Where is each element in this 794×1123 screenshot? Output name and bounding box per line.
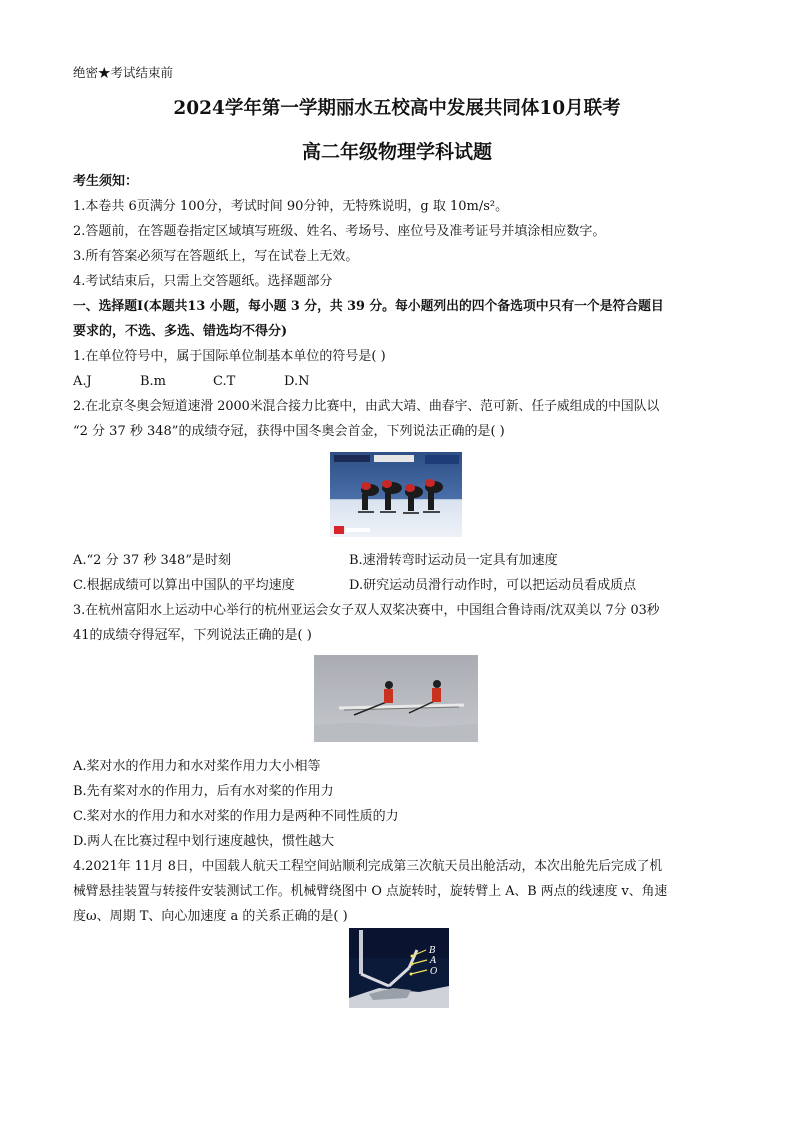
- q3-option-c[interactable]: C.桨对水的作用力和水对桨的作用力是两种不同性质的力: [73, 809, 399, 824]
- exam-subtitle: 高二年级物理学科试题: [301, 141, 492, 163]
- section-heading-line2: 要求的，不选、多选、错选均不得分): [73, 324, 288, 339]
- speed-skating-photo: [330, 452, 462, 537]
- q1-option-d[interactable]: D.N: [284, 374, 310, 389]
- q2-option-b[interactable]: B.速滑转弯时运动员一定具有加速度: [349, 553, 558, 568]
- q2-option-c[interactable]: C.根据成绩可以算出中国队的平均速度: [73, 578, 295, 593]
- q2-stem-line2: “2 分 37 秒 348”的成绩夺冠，获得中国冬奥会首金，下列说法正确的是( ): [73, 424, 505, 439]
- confidential-mark: 绝密★考试结束前: [73, 65, 174, 80]
- figure-label-o: O: [430, 967, 438, 977]
- q1-stem: 1.在单位符号中，属于国际单位制基本单位的符号是( ): [73, 349, 386, 364]
- q2-stem-line1: 2.在北京冬奥会短道速滑 2000米混合接力比赛中，由武大靖、曲春宇、范可新、任子威组成的中国队以: [73, 399, 660, 414]
- notice-item-2: 2.答题前，在答题卷指定区域填写班级、姓名、考场号、座位号及准考证号并填涂相应数字。: [73, 224, 606, 239]
- q1-option-c[interactable]: C.T: [213, 374, 236, 389]
- q1-option-a[interactable]: A.J: [73, 374, 92, 389]
- notice-heading: 考生须知：: [73, 174, 139, 189]
- notice-item-1: 1.本卷共 6页满分 100分，考试时间 90分钟，无特殊说明，g 取 10m/s²。: [73, 199, 509, 214]
- q3-stem-line1: 3.在杭州富阳水上运动中心举行的杭州亚运会女子双人双桨决赛中，中国组合鲁诗雨/沈双美以 7分 03秒: [73, 603, 660, 618]
- notice-item-3: 3.所有答案必须写在答题纸上，写在试卷上无效。: [73, 249, 359, 264]
- q2-option-a[interactable]: A.“2 分 37 秒 348”是时刻: [73, 553, 231, 568]
- q3-option-b[interactable]: B.先有桨对水的作用力，后有水对桨的作用力: [73, 784, 334, 799]
- rowing-photo: [314, 655, 478, 742]
- figure-label-b: B: [429, 946, 436, 956]
- robotic-arm-figure: [349, 928, 449, 1008]
- q3-option-d[interactable]: D.两人在比赛过程中划行速度越快，惯性越大: [73, 834, 335, 849]
- notice-item-4: 4.考试结束后，只需上交答题纸。选择题部分: [73, 274, 333, 289]
- q1-option-b[interactable]: B.m: [140, 374, 167, 389]
- exam-title: 2024学年第一学期丽水五校高中发展共同体10月联考: [173, 98, 621, 119]
- q4-stem-line1: 4.2021年 11月 8日，中国载人航天工程空间站顺利完成第三次航天员出舱活动，本次出舱先后完成了机: [73, 859, 663, 874]
- section-heading-line1: 一、选择题Ⅰ(本题共13 小题，每小题 3 分，共 39 分。每小题列出的四个备选项中只有一个是符合题目: [73, 299, 664, 314]
- q2-option-d[interactable]: D.研究运动员滑行动作时，可以把运动员看成质点: [349, 578, 637, 593]
- q3-stem-line2: 41的成绩夺得冠军，下列说法正确的是( ): [73, 628, 312, 643]
- q4-stem-line2: 械臂悬挂装置与转接件安装测试工作。机械臂绕图中 O 点旋转时，旋转臂上 A、B 两点的线速度 v、角速: [73, 884, 668, 899]
- q4-stem-line3: 度ω、周期 T、向心加速度 a 的关系正确的是( ): [73, 909, 348, 924]
- q3-option-a[interactable]: A.桨对水的作用力和水对桨作用力大小相等: [73, 759, 321, 774]
- figure-label-a: A: [430, 956, 437, 966]
